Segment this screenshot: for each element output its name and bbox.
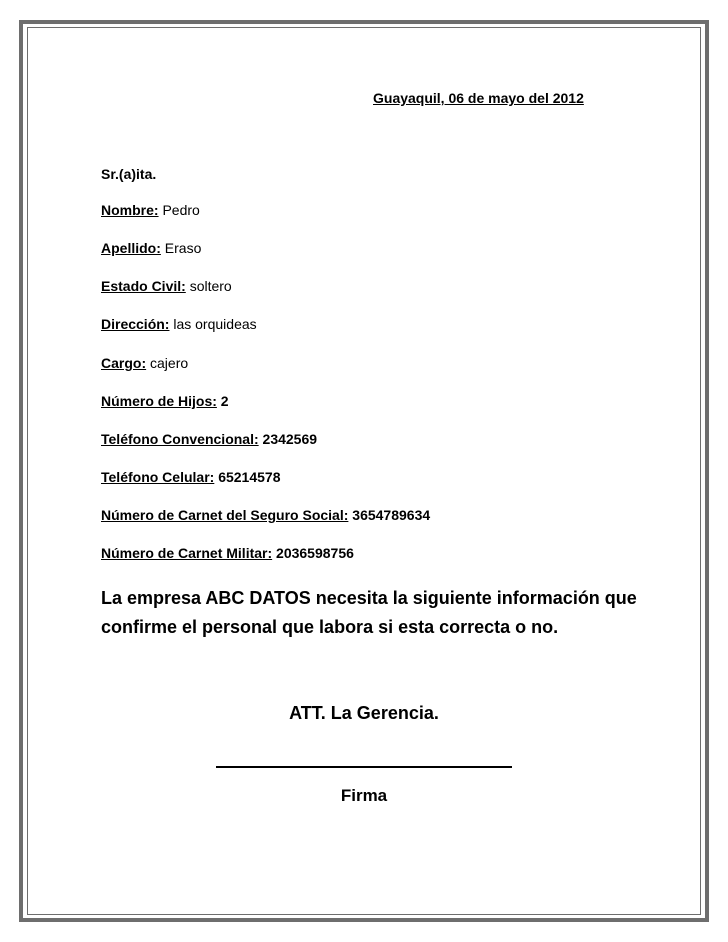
field-label: Dirección:: [101, 316, 170, 332]
field-value: Pedro: [162, 202, 200, 218]
field-value: 65214578: [218, 469, 281, 485]
field-carnet-militar: [101, 545, 354, 561]
field-estado-civil: [101, 278, 232, 294]
signature-line: [216, 766, 512, 768]
letter-date: Guayaquil, 06 de mayo del 2012: [373, 90, 584, 106]
field-value: 3654789634: [352, 507, 431, 523]
field-value: Eraso: [164, 240, 202, 256]
field-carnet-seguro-social: [101, 507, 430, 523]
field-value: soltero: [189, 278, 232, 294]
field-label: Teléfono Celular:: [101, 469, 215, 485]
field-telefono-convencional: [101, 431, 317, 447]
field-numero-hijos: [101, 393, 229, 409]
signoff: ATT. La Gerencia.: [289, 703, 439, 723]
field-value: 2: [220, 393, 229, 409]
field-value: las orquideas: [173, 316, 257, 332]
field-label: Número de Carnet Militar:: [101, 545, 273, 561]
field-label: Estado Civil:: [101, 278, 186, 294]
greeting: Sr.(a)ita.: [101, 166, 157, 182]
signature-label: Firma: [340, 786, 388, 805]
field-label: Nombre:: [101, 202, 159, 218]
field-telefono-celular: [101, 469, 281, 485]
body-paragraph: La empresa ABC DATOS necesita la siguiente información que confirme el personal que labora si esta correcta o no.: [101, 588, 637, 637]
field-direccion: [101, 316, 257, 332]
field-label: Número de Carnet del Seguro Social:: [101, 507, 349, 523]
field-cargo: [101, 355, 188, 371]
field-label: Cargo:: [101, 355, 147, 371]
field-apellido: [101, 240, 201, 256]
field-label: Número de Hijos:: [101, 393, 217, 409]
field-value: 2342569: [262, 431, 318, 447]
field-label: Teléfono Convencional:: [101, 431, 259, 447]
field-label: Apellido:: [101, 240, 161, 256]
field-value: 2036598756: [276, 545, 354, 561]
field-value: cajero: [150, 355, 189, 371]
field-nombre: [101, 202, 200, 218]
